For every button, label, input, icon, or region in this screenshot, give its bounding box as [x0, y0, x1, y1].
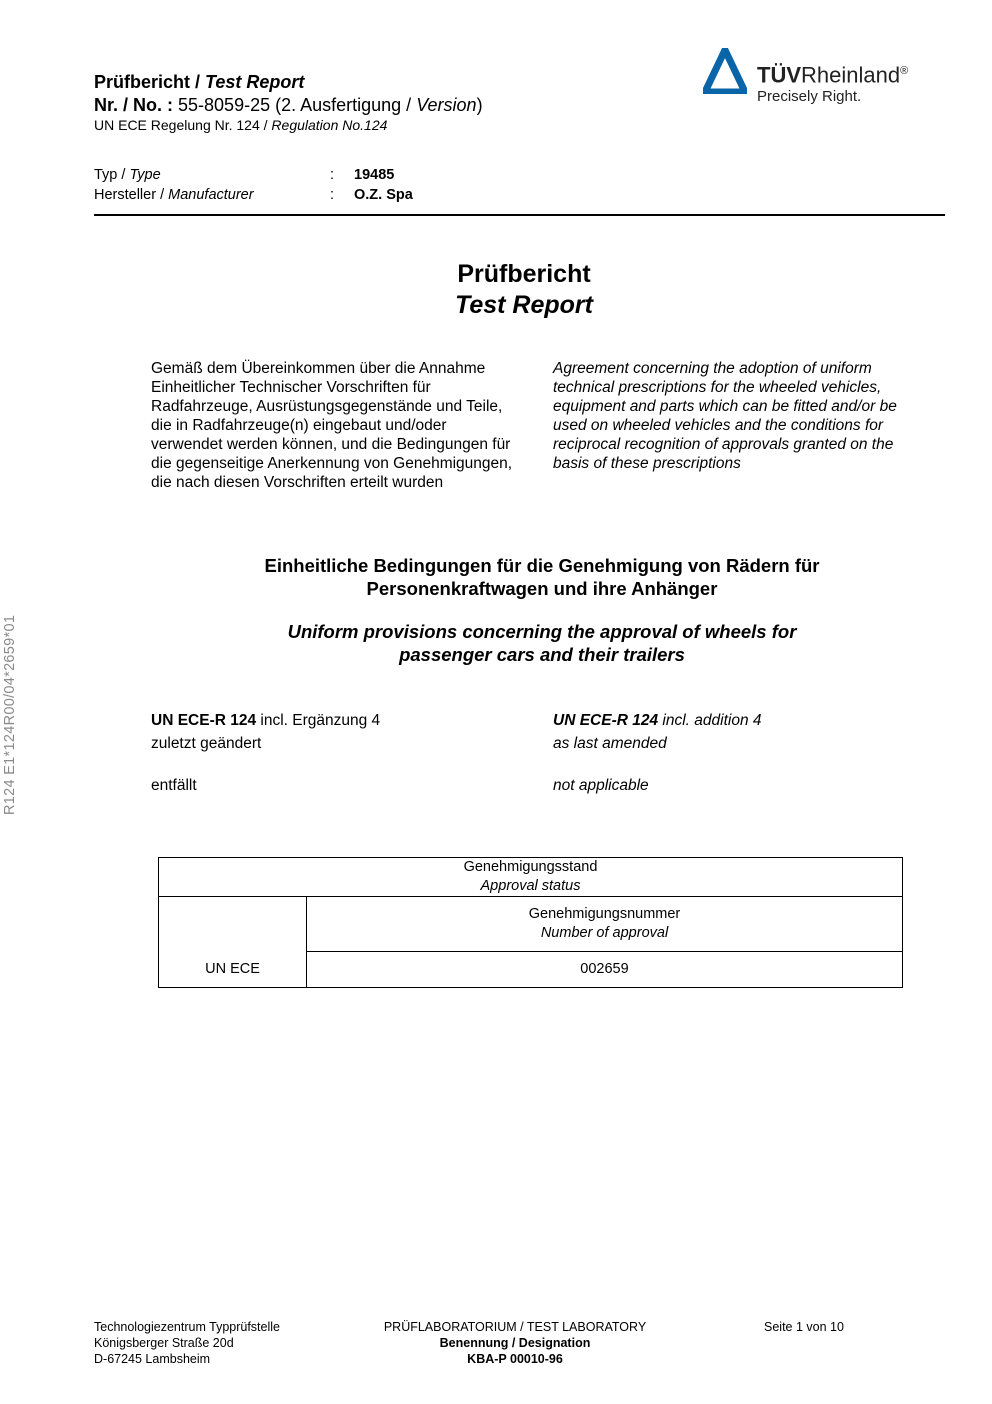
agreement-text-de: Gemäß dem Übereinkommen über die Annahme Einheitlicher Technischer Vorschriften für Radfahrzeuge, Ausrüstungsgegenstände und Teile, die in Radfahrzeuge(n) eingebaut und/oder verwendet werden können, und die Bedingungen für die gegenseitige Anerkennung von Genehmigungen, die nach diesen Vorschriften erteilt wurden: [151, 360, 513, 491]
footer-lab: [315, 1319, 715, 1367]
regulation-line: [94, 117, 387, 134]
type-colon: :: [330, 167, 335, 183]
agreement-text-en: Agreement concerning the adoption of uniform technical prescriptions for the wheeled vehicles, equipment and parts which can be fitted and/or be used on wheeled vehicles and the conditions for reciprocal recognition of approvals granted on the basis of these prescriptions: [553, 360, 897, 472]
report-title-en: Test Report: [205, 72, 305, 92]
approval-row-label: UN ECE: [159, 897, 307, 988]
approval-number-header-row: [159, 897, 903, 952]
report-number-label: Nr. / No. :: [94, 95, 174, 115]
regulation-ref-en: [553, 711, 762, 730]
logo-brand-rest: Rheinland: [801, 62, 901, 88]
main-title-de: Prüfbericht: [457, 260, 591, 288]
report-number-value: 55-8059-25 (2. Ausfertigung /: [173, 95, 417, 115]
approval-status-cell: [159, 858, 903, 897]
report-title: [94, 71, 304, 93]
manufacturer-label-de: Hersteller /: [94, 187, 169, 203]
manufacturer-value: O.Z. Spa: [354, 187, 413, 203]
approval-status-row: [159, 858, 903, 897]
approval-number-en: Number of approval: [540, 925, 669, 941]
tuv-rheinland-logo: [703, 48, 933, 114]
type-label-de: Typ /: [94, 167, 130, 183]
manufacturer-colon: :: [330, 187, 335, 203]
conditions-heading-de: [0, 554, 992, 600]
footer-lab-title: PRÜFLABORATORIUM / TEST LABORATORY: [383, 1320, 647, 1334]
logo-tagline: Precisely Right.: [757, 88, 862, 105]
conditions-en-line2: passenger cars and their trailers: [399, 644, 685, 665]
conditions-de-line1: Einheitliche Bedingungen für die Genehmigung von Rädern für: [264, 555, 820, 576]
not-applicable-de: entfällt: [151, 777, 197, 794]
regulation-ref-en-bold: UN ECE-R 124: [553, 712, 659, 729]
manufacturer-label: [94, 185, 254, 205]
approval-number-de: Genehmigungsnummer: [528, 906, 681, 922]
approval-number-value: 002659: [307, 952, 903, 988]
footer-address-line2: Königsberger Straße 20d: [94, 1336, 234, 1350]
amended-en: as last amended: [553, 735, 667, 752]
type-value: 19485: [354, 167, 395, 183]
approval-number-header-cell: [307, 897, 903, 952]
footer-page-number: Seite 1 von 10: [764, 1320, 844, 1334]
type-label: [94, 165, 161, 185]
report-number-close: ): [476, 95, 483, 115]
conditions-en-line1: Uniform provisions concerning the approval of wheels for: [287, 621, 797, 642]
manufacturer-label-en: Manufacturer: [168, 187, 254, 203]
regulation-ref-de-bold: UN ECE-R 124: [151, 712, 257, 729]
report-number-version: Version: [416, 95, 477, 115]
logo-brand-bold: TÜV: [757, 62, 801, 88]
tuv-triangle-icon: [703, 48, 747, 94]
approval-status-de: Genehmigungsstand: [463, 859, 598, 875]
regulation-line-en: Regulation No.124: [271, 117, 388, 133]
footer-address: [94, 1319, 280, 1367]
regulation-ref-en-rest: incl. addition 4: [658, 712, 762, 729]
regulation-ref-de: [151, 711, 380, 730]
header-divider: [94, 214, 945, 216]
footer-designation-label: Benennung / Designation: [439, 1336, 591, 1350]
logo-registered: ®: [900, 65, 909, 77]
amended-de: zuletzt geändert: [151, 735, 262, 752]
report-title-de: Prüfbericht: [94, 72, 191, 92]
conditions-de-line2: Personenkraftwagen und ihre Anhänger: [366, 578, 718, 599]
footer-address-line1: Technologiezentrum Typprüfstelle: [94, 1320, 280, 1334]
regulation-line-de: UN ECE Regelung Nr. 124 /: [94, 117, 272, 133]
approval-status-en: Approval status: [480, 878, 581, 894]
type-label-en: Type: [129, 167, 161, 183]
footer-address-line3: D-67245 Lambsheim: [94, 1352, 211, 1366]
regulation-ref-de-rest: incl. Ergänzung 4: [256, 712, 381, 729]
report-number: [94, 94, 483, 116]
main-title-en: Test Report: [455, 291, 593, 319]
conditions-heading-en: [0, 620, 992, 666]
logo-brand: [757, 58, 908, 88]
footer-designation-value: KBA-P 00010-96: [467, 1352, 563, 1366]
not-applicable-en: not applicable: [553, 777, 649, 794]
report-title-separator: /: [190, 72, 206, 92]
approval-table: [158, 857, 903, 988]
side-approval-mark: R124 E1*124R00/04*2659*01: [2, 614, 18, 815]
